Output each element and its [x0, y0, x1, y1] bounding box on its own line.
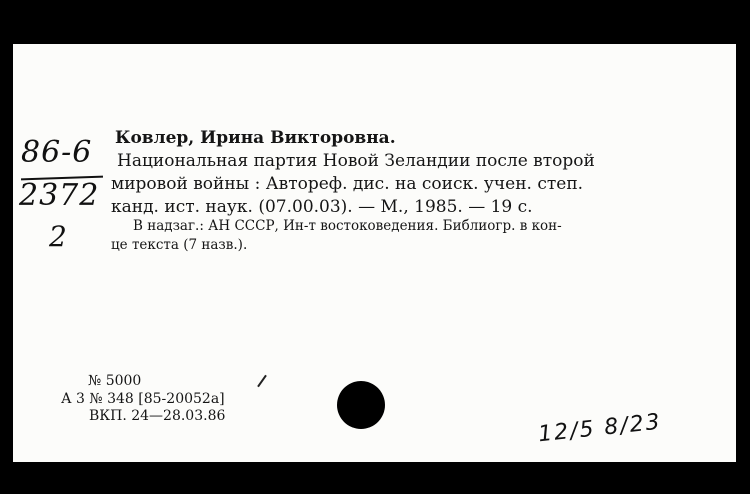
shelfmark-extra: 2	[49, 220, 68, 253]
shelfmark-bottom: 2372	[19, 178, 100, 213]
catalog-card	[13, 44, 736, 462]
accession-number: № 5000	[88, 373, 142, 389]
title-line-3: канд. ист. наук. (07.00.03). — М., 1985. — 19 с.	[111, 197, 533, 217]
title-line-2: мировой войны : Автореф. дис. на соиск. учен. степ.	[111, 174, 584, 194]
title-line-1: Национальная партия Новой Зеландии после второй	[117, 151, 595, 171]
accession-line-2: А 3 № 348 [85-20052а]	[61, 391, 225, 407]
shelfmark-top: 86-6	[21, 135, 93, 170]
handwritten-stamp: 12/5 8/23	[537, 409, 663, 448]
punch-hole	[337, 381, 385, 429]
accession-line-3: ВКП. 24—28.03.86	[89, 408, 226, 424]
note-line-1: В надзаг.: АН СССР, Ин-т востоковедения. Библиогр. в кон-	[133, 218, 562, 234]
pen-mark	[257, 375, 267, 388]
note-line-2: це текста (7 назв.).	[111, 237, 248, 253]
author-heading: Ковлер, Ирина Викторовна.	[115, 128, 396, 148]
